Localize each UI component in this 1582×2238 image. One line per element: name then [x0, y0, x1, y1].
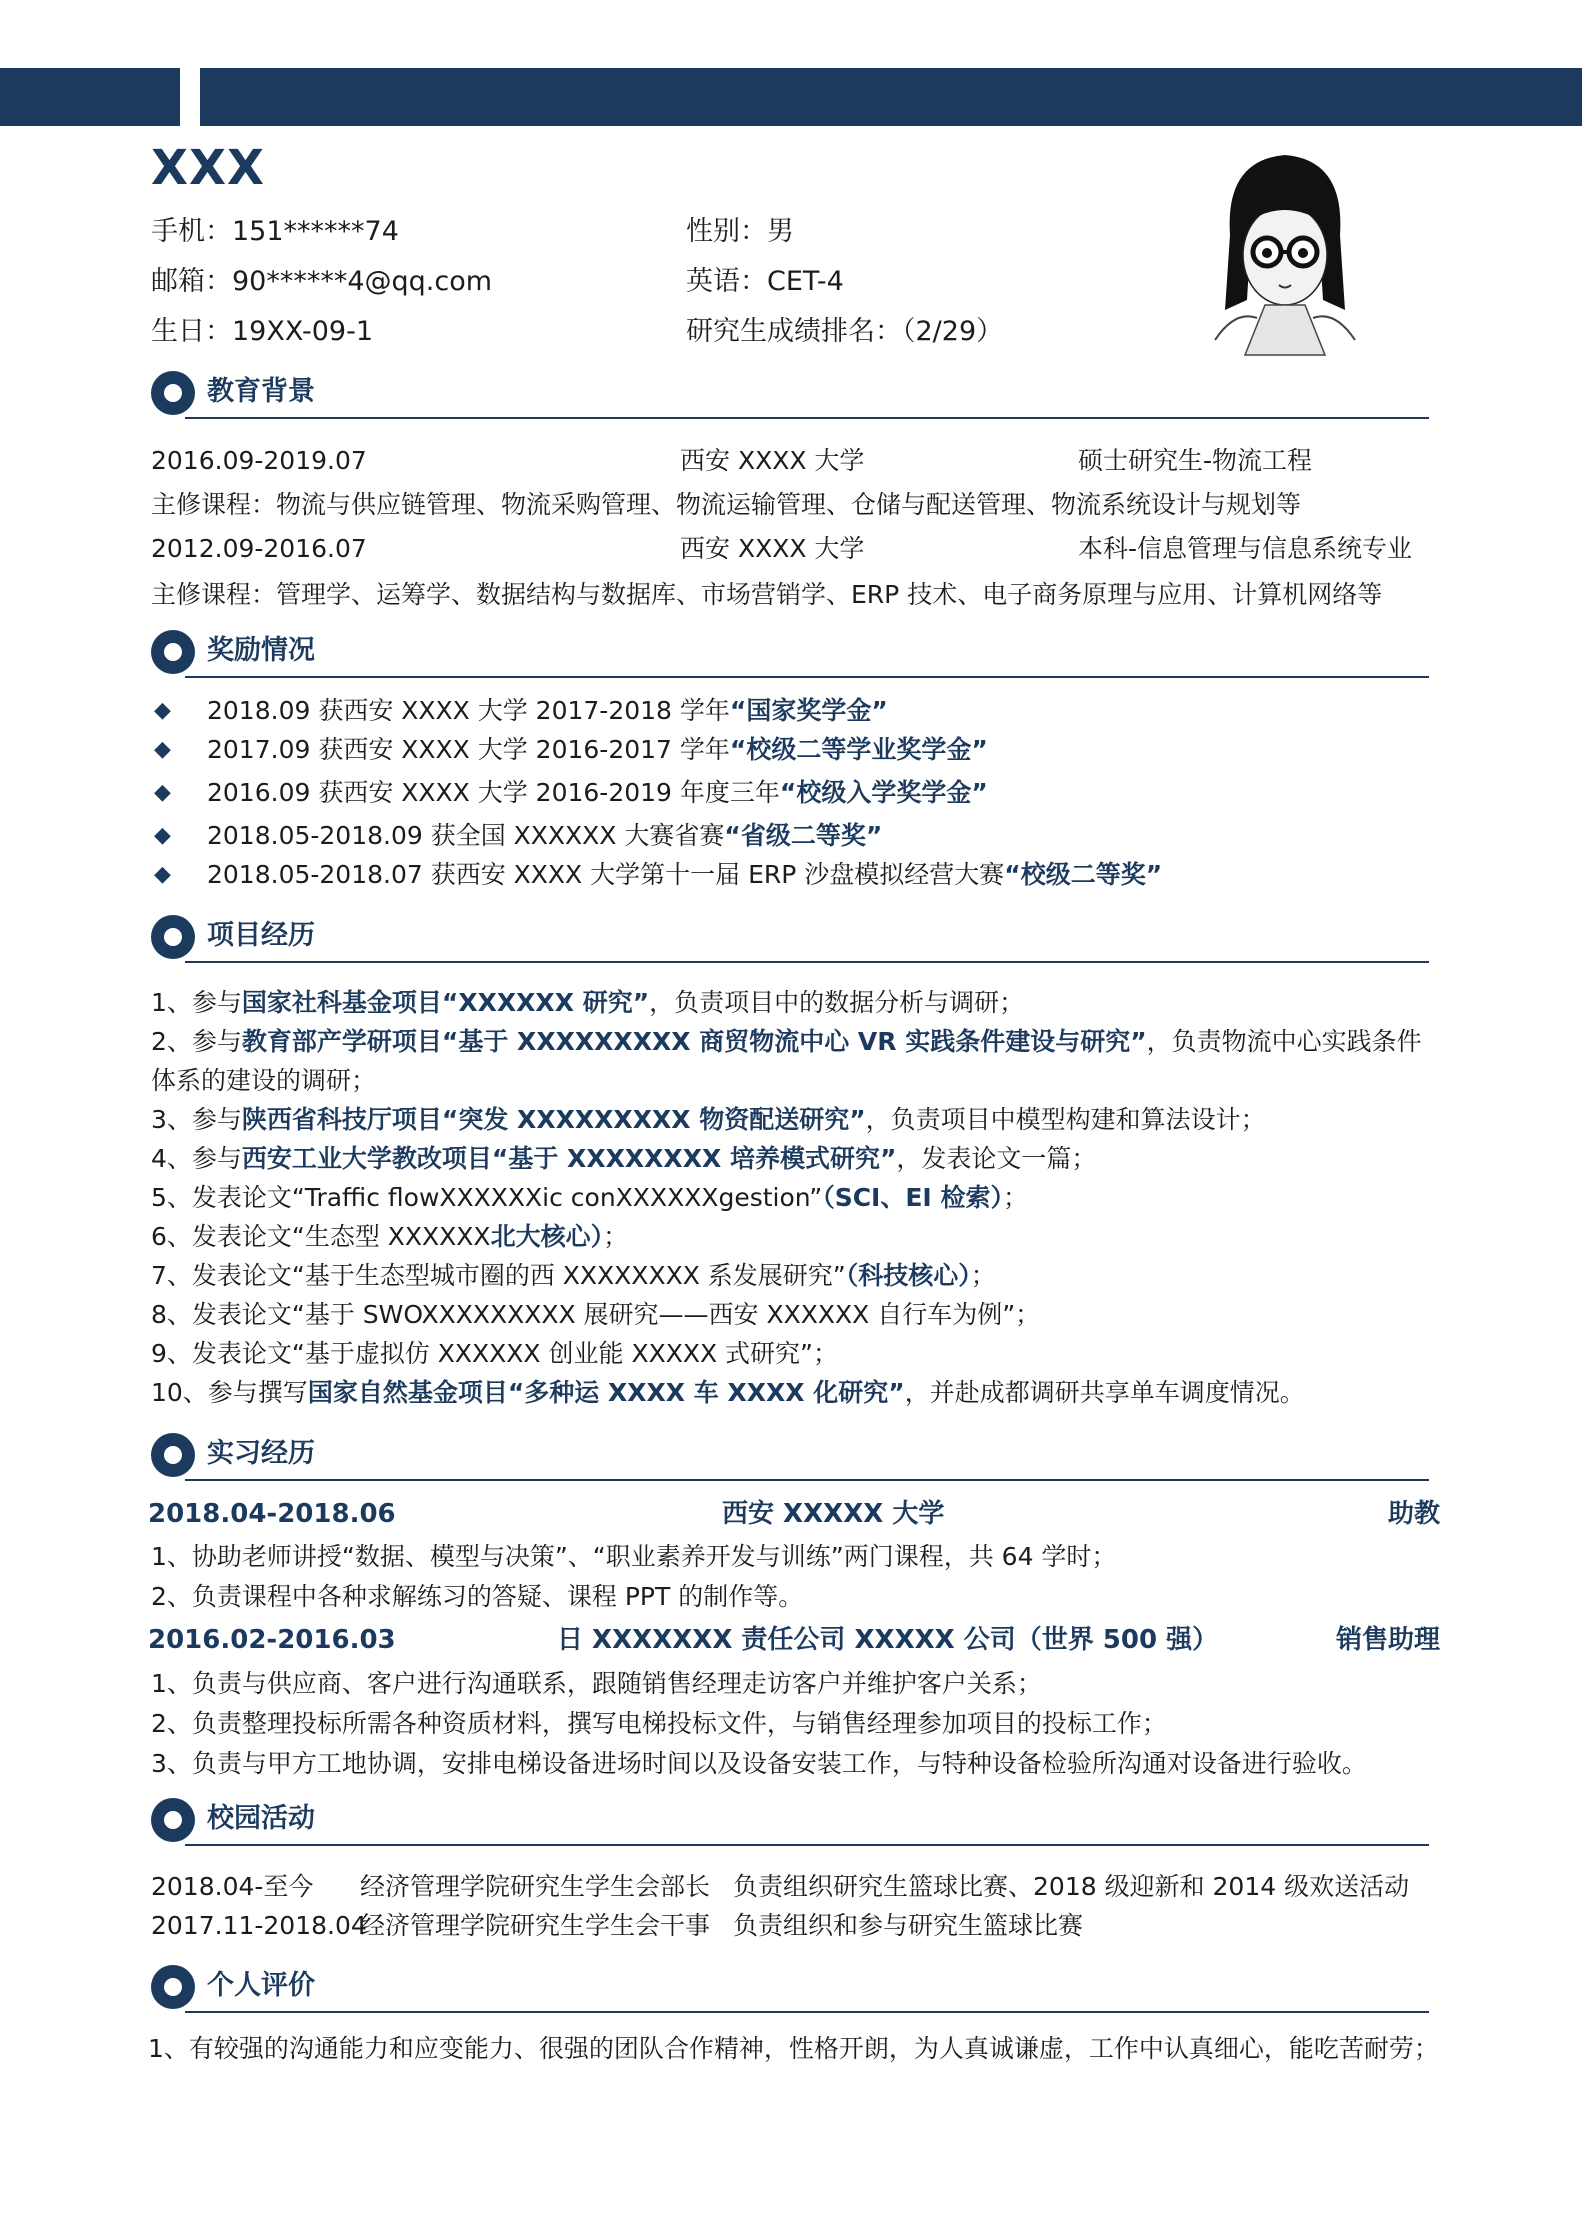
edu-courses: 主修课程：物流与供应链管理、物流采购管理、物流运输管理、仓储与配送管理、物流系统设计与规划等 [151, 490, 1302, 519]
edu-degree: 硕士研究生-物流工程 [1078, 446, 1313, 475]
award-item: 2018.05-2018.09 获全国 XXXXXX 大赛省赛“省级二等奖” [207, 821, 883, 850]
header-bar-left [0, 68, 180, 126]
campus-desc: 负责组织和参与研究生篮球比赛 [733, 1911, 1084, 1940]
intern-item: 1、协助老师讲授“数据、模型与决策”、“职业素养开发与训练”两门课程，共 64 学时； [151, 1542, 1117, 1571]
project-item: 2、参与教育部产学研项目“基于 XXXXXXXXX 商贸物流中心 VR 实践条件建设与研究”，负责物流中心实践条件 [151, 1027, 1422, 1056]
section-bullet-icon [151, 915, 195, 959]
project-item: 9、发表论文“基于虚拟仿 XXXXXX 创业能 XXXXX 式研究”； [151, 1339, 838, 1368]
avatar [1195, 140, 1375, 360]
section-education [151, 369, 1429, 419]
section-divider [185, 1479, 1429, 1481]
section-title: 个人评价 [207, 1970, 315, 2001]
diamond-icon: ◆ [154, 780, 171, 805]
intern-role: 助教 [1387, 1499, 1440, 1529]
edu-school: 西安 XXXX 大学 [680, 534, 865, 563]
section-divider [185, 961, 1429, 963]
intern-role: 销售助理 [1335, 1625, 1440, 1655]
header-bar-right [200, 68, 1582, 126]
section-divider [185, 417, 1429, 419]
edu-period: 2016.09-2019.07 [151, 446, 367, 475]
section-divider [185, 676, 1429, 678]
diamond-icon: ◆ [154, 737, 171, 762]
section-title: 实习经历 [207, 1438, 315, 1469]
project-item: 1、参与国家社科基金项目“XXXXXX 研究”，负责项目中的数据分析与调研； [151, 988, 1025, 1017]
section-title: 奖励情况 [207, 635, 315, 666]
grade-rank: 研究生成绩排名：（2/29） [686, 316, 1004, 347]
section-campus [151, 1796, 1429, 1846]
award-item: 2018.05-2018.07 获西安 XXXX 大学第十一届 ERP 沙盘模拟经营大赛“校级二等奖” [207, 860, 1163, 889]
english-level: 英语：CET-4 [686, 266, 844, 297]
intern-item: 3、负责与甲方工地协调，安排电梯设备进场时间以及设备安装工作，与特种设备检验所沟通对设备进行验收。 [151, 1749, 1367, 1778]
award-item: 2016.09 获西安 XXXX 大学 2016-2019 年度三年“校级入学奖学金” [207, 778, 988, 807]
project-item: 10、参与撰写国家自然基金项目“多种运 XXXX 车 XXXX 化研究”，并赴成都调研共享单车调度情况。 [151, 1378, 1305, 1407]
project-item: 5、发表论文“Traffic flowXXXXXXic conXXXXXXgestion”（SCI、EI 检索）； [151, 1183, 1028, 1212]
section-title: 校园活动 [207, 1803, 315, 1834]
project-item: 6、发表论文“生态型 XXXXXX北大核心）； [151, 1222, 629, 1251]
section-evaluation [151, 1963, 1429, 2013]
award-item: 2018.09 获西安 XXXX 大学 2017-2018 学年“国家奖学金” [207, 696, 888, 725]
gender: 性别：男 [686, 216, 794, 247]
phone: 手机：151******74 [151, 216, 399, 247]
candidate-name: XXX [151, 140, 266, 196]
evaluation-item: 1、有较强的沟通能力和应变能力、很强的团队合作精神，性格开朗，为人真诚谦虚，工作中认真细心，能吃苦耐劳； [148, 2034, 1439, 2063]
edu-school: 西安 XXXX 大学 [680, 446, 865, 475]
project-item: 4、参与西安工业大学教改项目“基于 XXXXXXXX 培养模式研究”，发表论文一篇； [151, 1144, 1097, 1173]
intern-item: 2、负责课程中各种求解练习的答疑、课程 PPT 的制作等。 [151, 1582, 804, 1611]
section-projects [151, 913, 1429, 963]
section-bullet-icon [151, 1798, 195, 1842]
section-bullet-icon [151, 1433, 195, 1477]
project-item: 8、发表论文“基于 SWOXXXXXXXXX 展研究——西安 XXXXXX 自行车为例”； [151, 1300, 1041, 1329]
section-bullet-icon [151, 371, 195, 415]
edu-degree: 本科-信息管理与信息系统专业 [1078, 534, 1413, 563]
section-divider [185, 2011, 1429, 2013]
section-title: 教育背景 [207, 376, 315, 407]
intern-item: 2、负责整理投标所需各种资质材料，撰写电梯投标文件，与销售经理参加项目的投标工作； [151, 1709, 1167, 1738]
section-internship [151, 1431, 1429, 1481]
intern-org: 西安 XXXXX 大学 [722, 1499, 945, 1529]
campus-org: 经济管理学院研究生学生会部长 [360, 1872, 711, 1901]
intern-org: 日 XXXXXXX 责任公司 XXXXX 公司（世界 500 强） [557, 1625, 1219, 1655]
campus-period: 2018.04-至今 [151, 1872, 314, 1901]
intern-period: 2018.04-2018.06 [148, 1499, 396, 1529]
campus-org: 经济管理学院研究生学生会干事 [360, 1911, 711, 1940]
project-item: 7、发表论文“基于生态型城市圈的西 XXXXXXXX 系发展研究”（科技核心）； [151, 1261, 996, 1290]
edu-period: 2012.09-2016.07 [151, 534, 367, 563]
diamond-icon: ◆ [154, 862, 171, 887]
edu-courses: 主修课程：管理学、运筹学、数据结构与数据库、市场营销学、ERP 技术、电子商务原理与应用、计算机网络等 [151, 580, 1383, 609]
project-item: 体系的建设的调研； [151, 1066, 377, 1095]
project-item: 3、参与陕西省科技厅项目“突发 XXXXXXXXX 物资配送研究”，负责项目中模型构建和算法设计； [151, 1105, 1266, 1134]
birthday: 生日：19XX-09-1 [151, 316, 374, 347]
award-item: 2017.09 获西安 XXXX 大学 2016-2017 学年“校级二等学业奖学金” [207, 735, 988, 764]
diamond-icon: ◆ [154, 823, 171, 848]
email: 邮箱：90******4@qq.com [151, 266, 493, 297]
section-bullet-icon [151, 1965, 195, 2009]
section-bullet-icon [151, 630, 195, 674]
section-awards [151, 628, 1429, 678]
diamond-icon: ◆ [154, 698, 171, 723]
campus-period: 2017.11-2018.04 [151, 1911, 367, 1940]
intern-period: 2016.02-2016.03 [148, 1625, 396, 1655]
intern-item: 1、负责与供应商、客户进行沟通联系，跟随销售经理走访客户并维护客户关系； [151, 1669, 1042, 1698]
section-divider [185, 1844, 1429, 1846]
section-title: 项目经历 [207, 920, 315, 951]
campus-desc: 负责组织研究生篮球比赛、2018 级迎新和 2014 级欢送活动 [733, 1872, 1410, 1901]
